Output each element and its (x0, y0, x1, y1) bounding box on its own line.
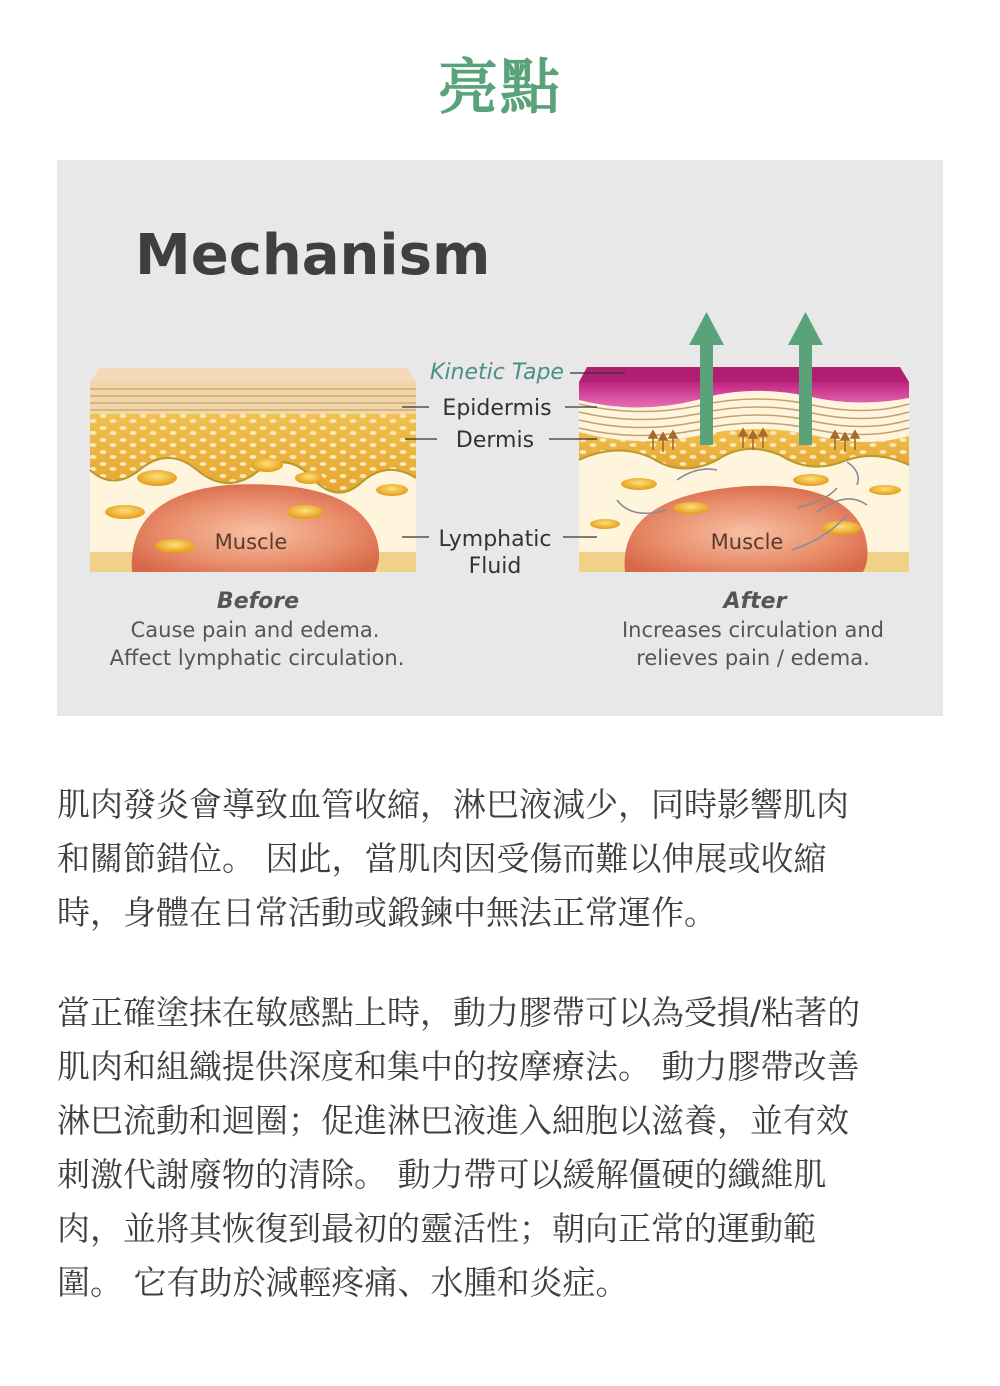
mechanism-diagram (57, 160, 943, 716)
after-muscle-label: Muscle (710, 530, 784, 554)
label-dermis: Dermis (455, 428, 535, 453)
after-caption-line2: relieves pain / edema. (636, 646, 870, 670)
paragraph-inflammation: 肌肉發炎會導致血管收縮，淋巴液減少，同時影響肌肉 和關節錯位。 因此，當肌肉因受傷而難以伸展或收縮 時，身體在日常活動或鍛鍊中無法正常運作。 (57, 785, 849, 932)
after-title: After (723, 589, 787, 614)
page-heading: 亮點 (438, 53, 562, 123)
label-fluid: Fluid (468, 554, 522, 579)
paragraph-kinetic-tape-benefits: 當正確塗抹在敏感點上時，動力膠帶可以為受損/粘著的 肌肉和組織提供深度和集中的按摩療法。 動力膠帶改善 淋巴流動和迴圈；促進淋巴液進入細胞以滋養，並有效 刺激代謝廢物的清除。 動力帶可以緩解僵硬的纖維肌 肉，並將其恢復到最初的靈活性；朝向正常的運動範 圍。 它有助於減輕疼痛、水腫和炎症。 (57, 993, 861, 1302)
after-caption-line1: Increases circulation and (621, 618, 885, 642)
label-kinetic-tape: Kinetic Tape (430, 360, 564, 385)
diagram-title: Mechanism (135, 223, 491, 288)
before-title: Before (216, 589, 300, 614)
label-epidermis: Epidermis (442, 396, 552, 421)
before-caption-line2: Affect lymphatic circulation. (109, 646, 405, 670)
label-lymphatic: Lymphatic (438, 527, 552, 552)
mechanism-svg (57, 160, 943, 716)
before-muscle-label: Muscle (214, 530, 288, 554)
before-caption-line1: Cause pain and edema. (130, 618, 380, 642)
